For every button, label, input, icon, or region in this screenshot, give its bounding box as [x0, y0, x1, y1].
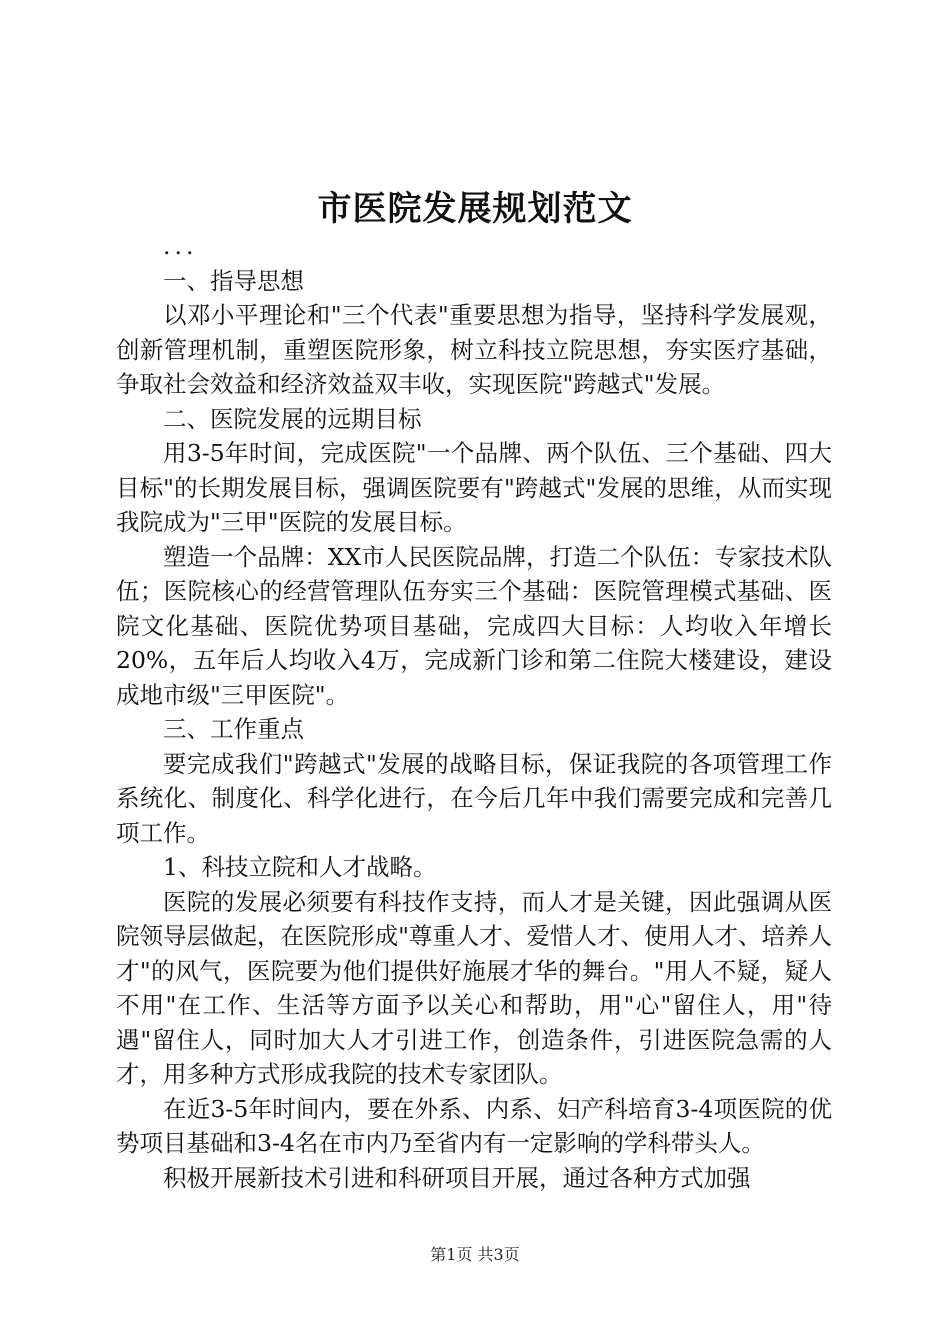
- heading-guiding-ideology: 一、指导思想: [163, 266, 304, 295]
- paragraph: 积极开展新技术引进和科研项目开展，通过各种方式加强: [163, 1163, 751, 1192]
- document-title: 市医院发展规划范文: [317, 189, 633, 229]
- ellipsis-line: ...: [163, 232, 198, 260]
- subheading-talent-strategy: 1、科技立院和人才战略。: [163, 853, 437, 881]
- paragraph: 在近3-5年时间内，要在外系、内系、妇产科培育3-4项医院的优势项目基础和3-4名在市内乃至省内有一定影响的学科带头人。: [116, 1094, 832, 1157]
- paragraph: 医院的发展必须要有科技作支持，而人才是关键，因此强调从医院领导层做起，在医院形成"尊重人才、爱惜人才、使用人才、培养人才"的风气，医院要为他们提供好施展才华的舞台。"用人不疑，疑人不用"在工作、生活等方面予以关心和帮助，用"心"留住人，用"待遇"留住人，同时加大人才引进工作，创造条件，引进医院急需的人才，用多种方式形成我院的技术专家团队。: [116, 887, 832, 1088]
- document-body: [116, 229, 832, 1195]
- paragraph: 塑造一个品牌：XX市人民医院品牌，打造二个队伍：专家技术队伍；医院核心的经营管理队伍夯实三个基础：医院管理模式基础、医院文化基础、医院优势项目基础，完成四大目标：人均收入年增长20%，五年后人均收入4万，完成新门诊和第二住院大楼建设，建设成地市级"三甲医院"。: [116, 542, 832, 709]
- paragraph: 以邓小平理论和"三个代表"重要思想为指导，坚持科学发展观，创新管理机制，重塑医院形象，树立科技立院思想，夯实医疗基础，争取社会效益和经济效益双丰收，实现医院"跨越式"发展。: [116, 301, 832, 398]
- paragraph: 要完成我们"跨越式"发展的战略目标，保证我院的各项管理工作系统化、制度化、科学化进行，在今后几年中我们需要完成和完善几项工作。: [116, 749, 832, 847]
- page-number: 第1页 共3页: [430, 1245, 520, 1264]
- heading-long-term-goals: 二、医院发展的远期目标: [163, 404, 422, 433]
- paragraph: 用3-5年时间，完成医院"一个品牌、两个队伍、三个基础、四大目标"的长期发展目标，强调医院要有"跨越式"发展的思维，从而实现我院成为"三甲"医院的发展目标。: [116, 439, 832, 536]
- heading-work-focus: 三、工作重点: [163, 715, 304, 743]
